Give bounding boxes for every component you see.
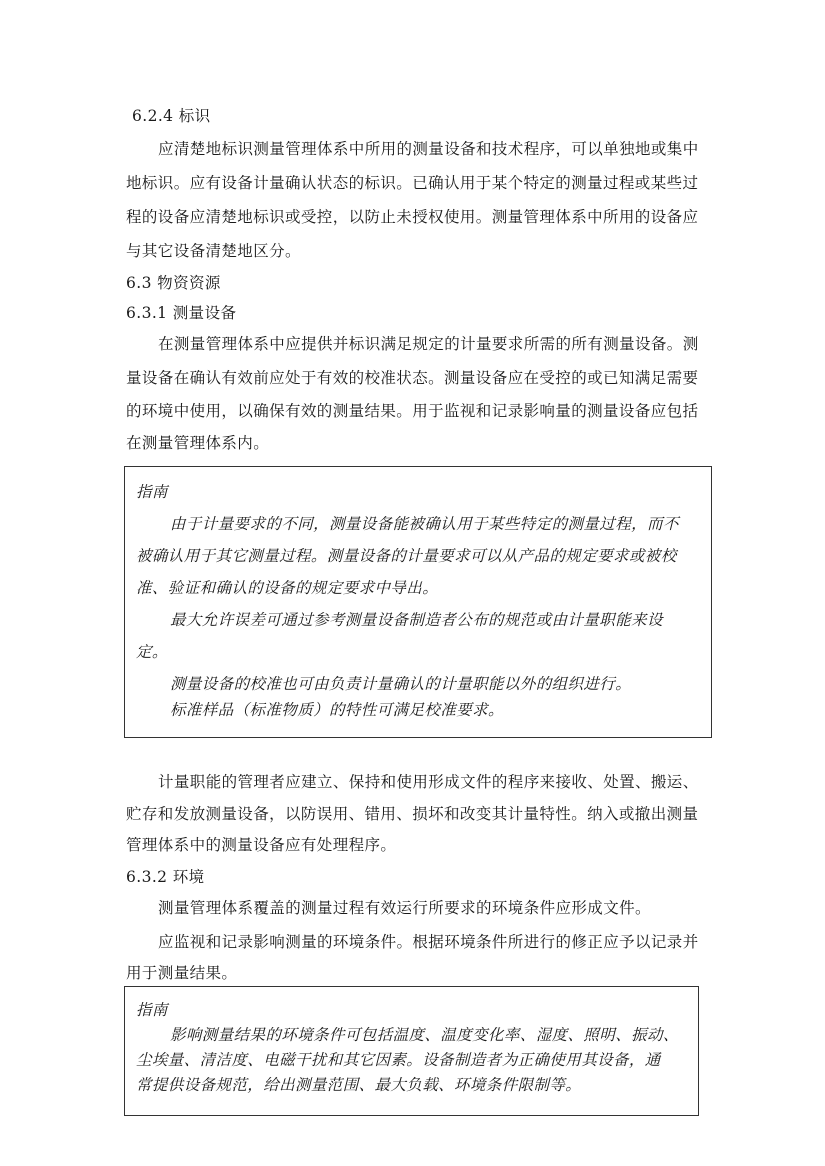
guide-title: 指南: [136, 483, 168, 501]
paragraph-line: 计量职能的管理者应建立、保持和使用形成文件的程序来接收、处置、搬运、: [158, 773, 699, 791]
paragraph-line: 的环境中使用，以确保有效的测量结果。用于监视和记录影响量的测量设备应包括: [126, 402, 699, 420]
paragraph-line: 应监视和记录影响测量的环境条件。根据环境条件所进行的修正应予以记录并: [158, 933, 699, 951]
paragraph-line: 在测量管理体系中应提供并标识满足规定的计量要求所需的所有测量设备。测: [158, 335, 699, 353]
guide-line: 准、验证和确认的设备的规定要求中导出。: [136, 579, 439, 597]
guide-box: [124, 466, 712, 738]
guide-line: 标准样品（标准物质）的特性可满足校准要求。: [170, 701, 504, 719]
guide-line: 影响测量结果的环境条件可包括温度、温度变化率、湿度、照明、振动、: [170, 1026, 679, 1044]
section-heading-6-3-2: 6.3.2 环境: [126, 868, 205, 886]
paragraph-line: 用于测量结果。: [126, 964, 238, 982]
guide-line: 被确认用于其它测量过程。测量设备的计量要求可以从产品的规定要求或被校: [136, 547, 677, 565]
guide-line: 尘埃量、清洁度、电磁干扰和其它因素。设备制造者为正确使用其设备，通: [136, 1051, 661, 1069]
guide-line: 常提供设备规范，给出测量范围、最大负载、环境条件限制等。: [136, 1076, 582, 1094]
guide-line: 由于计量要求的不同，测量设备能被确认用于某些特定的测量过程，而不: [170, 515, 679, 533]
section-heading-6-3: 6.3 物资资源: [126, 274, 221, 292]
paragraph-line: 程的设备应清楚地标识或受控，以防止未授权使用。测量管理体系中所用的设备应: [126, 208, 699, 226]
guide-box: [124, 986, 699, 1116]
guide-title: 指南: [136, 1001, 168, 1019]
section-heading-6-3-1: 6.3.1 测量设备: [126, 304, 237, 322]
paragraph-line: 地标识。应有设备计量确认状态的标识。已确认用于某个特定的测量过程或某些过: [126, 174, 699, 192]
paragraph-line: 在测量管理体系内。: [126, 434, 270, 452]
paragraph-line: 贮存和发放测量设备，以防误用、错用、损坏和改变其计量特性。纳入或撤出测量: [126, 805, 699, 823]
guide-line: 测量设备的校准也可由负责计量确认的计量职能以外的组织进行。: [170, 675, 632, 693]
paragraph-line: 量设备在确认有效前应处于有效的校准状态。测量设备应在受控的或已知满足需要: [126, 369, 699, 387]
section-heading-6-2-4: 6.2.4 标识: [132, 107, 211, 125]
paragraph-line: 管理体系中的测量设备应有处理程序。: [126, 836, 397, 854]
paragraph-line: 测量管理体系覆盖的测量过程有效运行所要求的环境条件应形成文件。: [158, 899, 651, 917]
guide-line: 定。: [136, 643, 168, 661]
guide-line: 最大允许误差可通过参考测量设备制造者公布的规范或由计量职能来设: [170, 611, 663, 629]
paragraph-line: 与其它设备清楚地区分。: [126, 242, 301, 260]
paragraph-line: 应清楚地标识测量管理体系中所用的测量设备和技术程序，可以单独地或集中: [158, 140, 699, 158]
